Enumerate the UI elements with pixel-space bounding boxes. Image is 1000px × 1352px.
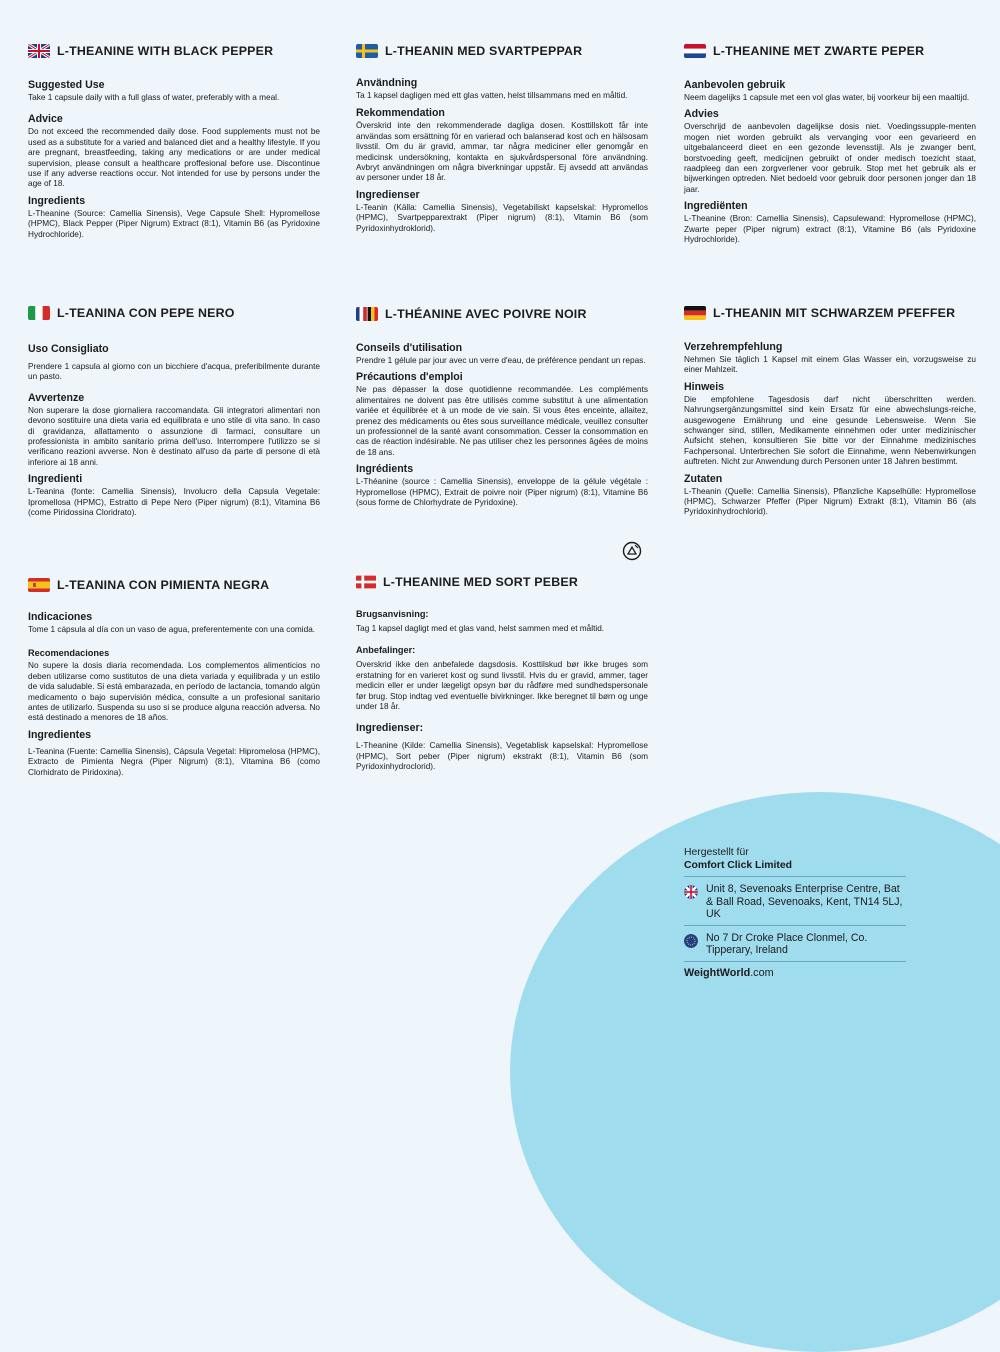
denmark-flag-icon [356, 575, 376, 589]
made-for-label: Hergestellt für [684, 847, 749, 858]
section-german [684, 304, 976, 518]
ingredients-heading: Ingrediënten [684, 200, 748, 213]
section-title-text: L-TEANINA CON PEPE NERO [57, 306, 235, 320]
sweden-flag-icon [356, 44, 378, 58]
directions-heading: Brugsanvisning: [356, 609, 429, 619]
usage-text: Prendere 1 capsula al giorno con un bicchiere d'acqua, preferibilmente durante un pasto. [28, 362, 320, 382]
section-title-text: L-THEANINE MET ZWARTE PEPER [713, 44, 925, 58]
advice-text: Overschrijd de aanbevolen dagelijkse dosis niet. Voedingssupple-menten mogen niet worden gebruikt als vervanging voor een gevarieerd en uitgebalanceerd dieet en een gezonde levensstijl. Als je zwanger bent, borstvoeding geeft, medicijnen gebruikt of onder medisch toezicht staat, raadpleeg dan een zorgverlener voor gebruik. Stop met het gebruik als er bijwerkingen optreden. Niet bedoeld voor gebruik door personen jonger dan 18 jaar. [684, 122, 976, 194]
section-title [356, 42, 648, 60]
notice-heading: Hinweis [684, 380, 725, 393]
recommendations-text: No supere la dosis diaria recomendada. Los complementos alimenticios no deben utilizarse como sustitutos de una dieta variada y equilibrada y un estilo de vida saludable. Si está embarazada, en período de lactancia, tomando algún medicamento o bajo supervisión médica, consulte a un profesional sanitario antes de utilizarlo. Suspenda su uso si se produce alguna reacción adversa. No está destinado a menores de 18 años. [28, 661, 320, 723]
ingredients-heading: Ingredienser [356, 188, 420, 201]
section-italian [28, 304, 320, 518]
uk-flag-icon [684, 885, 698, 899]
company-name: Comfort Click Limited [684, 860, 792, 871]
ingredients-text: L-Teanina (Fuente: Camellia Sinensis), Cápsula Vegetal: Hipromelosa (HPMC), Extracto de Pimienta Negra (Piper Nigrum) (8:1), Vitamina B6 (como Clorhidrato de Piridoxina). [28, 746, 320, 777]
recommendation-text: Överskrid inte den rekommenderade dagliga dosen. Kosttillskott får inte användas som ersättning för en varierad och balanserad kost och en hälsosam livsstil. Om du är gravid, ammar, tar några mediciner eller genomgår en medicinsk undersökning, kontakta en sjukvårdspersonal före användning. Avbryt användningen om några biverkningar uppstår. Ej avsedd att användas av personer under 18 år. [356, 121, 648, 183]
usage-text: Prendre 1 gélule par jour avec un verre d'eau, de préférence pendant un repas. [356, 356, 646, 365]
ingredients-text: L-Theanin (Quelle: Camellia Sinensis), Pflanzliche Kapselhülle: Hypromellose (HPMC), Schwarzer Pfeffer (Piper Nigrum) Extrakt (8:1), Vitamin B6 (als Pyridoxinhydrochlorid). [684, 486, 976, 517]
usage-heading: Användning [356, 77, 418, 89]
suggested-use-text: Take 1 capsule daily with a full glass of water, preferably with a meal. [28, 93, 280, 102]
section-danish [356, 573, 648, 773]
section-title-text: L-THEANIN MED SVARTPEPPAR [385, 44, 583, 58]
manufacturer-info [684, 846, 906, 979]
ingredients-text: L-Teanin (Källa: Camellia Sinensis), Vegetabiliskt kapselskal: Hypromellos (HPMC), Svartpepparextrakt (Piper nigrum) (8:1), Vitamin B6 (som Pyridoxinhydroklorid). [356, 202, 648, 233]
section-title [28, 42, 320, 60]
france-belgium-flag-icon [356, 307, 378, 321]
advice-text: Do not exceed the recommended daily dose. Food supplements must not be used as a substitute for a varied and balanced diet and a healthy lifestyle. If you are pregnant, breastfeeding, taking any medications or are under medical supervision, please consult a healthcare proffesional before use. Discontinue use if any adverse reactions occur. Not intended for use by persons under the age of 18. [28, 127, 320, 189]
uk-flag-icon [28, 44, 50, 58]
ingredients-heading: Ingredientes [28, 728, 91, 741]
eu-address: No 7 Dr Croke Place Clonmel, Co. Tipperary, Ireland [706, 931, 868, 957]
section-english [28, 42, 320, 240]
recommended-use-text: Neem dagelijks 1 capsule met een vol glas water, bij voorkeur bij een maaltijd. [684, 93, 970, 102]
section-title [356, 305, 648, 323]
recycling-icon [622, 541, 642, 561]
spain-flag-icon [28, 578, 50, 592]
netherlands-flag-icon [684, 44, 706, 58]
ingredients-text: L-Theanine (Bron: Camellia Sinensis), Capsulewand: Hypromellose (HPMC), Zwarte peper (Piper nigrum) extract (8:1), Vitamine B6 (als Pyridoxine Hydrochloride). [684, 214, 976, 245]
advice-heading: Advies [684, 108, 719, 121]
recommendation-heading: Verzehrempfehlung [684, 341, 783, 353]
suggested-use-heading: Suggested Use [28, 79, 105, 91]
precautions-heading: Précautions d'emploi [356, 371, 463, 384]
section-title [684, 304, 976, 322]
recommendation-heading: Rekommendation [356, 107, 445, 120]
section-title-text: L-THÉANINE AVEC POIVRE NOIR [385, 307, 587, 321]
brand-name: WeightWorld [684, 966, 751, 979]
section-title-text: L-THEANINE MED SORT PEBER [383, 575, 578, 589]
recommendations-heading: Recomendaciones [28, 648, 110, 659]
ingredients-heading: Zutaten [684, 472, 723, 485]
uk-address: Unit 8, Sevenoaks Enterprise Centre, Bat & Ball Road, Sevenoaks, Kent, TN14 5LJ, UK [706, 883, 903, 921]
section-title-text: L-THEANIN MIT SCHWARZEM PFEFFER [713, 306, 956, 320]
warnings-text: Non superare la dose giornaliera raccomandata. Gli integratori alimentari non devono sostituire una dieta varia ed equilibrata e uno stile di vita sano. In caso di gravidanza, allattamento o assunzione di farmaci, consultare un professionista in ambito sanitario prima dell'uso. Interrompere l'utilizzo se si verificano reazioni avverse. Non è destinato all'uso da parte di persone di età inferiore ai 18 anni. [28, 405, 320, 467]
brand-domain: .com [750, 966, 774, 979]
ingredients-text: L-Teanina (fonte: Camellia Sinensis), Involucro della Capsula Vegetale: Ipromellosa (HPMC), Estratto di Pepe Nero (Piper nigrum) (8:1), Vitamina B6 (come Piridossina Cloridrato). [28, 487, 320, 518]
usage-text: Ta 1 kapsel dagligen med ett glas vatten, helst tillsammans med en måltid. [356, 91, 628, 100]
recommendation-text: Nehmen Sie täglich 1 Kapsel mit einem Glas Wasser ein, vorzugsweise zu einer Mahlzeit. [684, 355, 976, 375]
section-spanish [28, 576, 320, 778]
ingredients-heading: Ingredienser: [356, 722, 424, 735]
eu-address-row [684, 926, 906, 962]
brand-website [684, 967, 906, 979]
uk-address-row [684, 876, 906, 926]
directions-text: Tag 1 kapsel dagligt med et glas vand, helst sammen med et måltid. [356, 624, 605, 633]
precautions-text: Ne pas dépasser la dose quotidienne recommandée. Les compléments alimentaires ne doivent pas être utilisés comme substitut à une alimentation variée et équilibrée et à un mode de vie sain. Si vous êtes enceinte, allaitez, prenez des médicaments ou êtes sous surveillance médicale, veuillez consulter un professionnel de la santé avant consommation. Cesser la consommation en cas de réaction indésirable. Ne pas utiliser chez les personnes âgées de moins de 18 ans. [356, 385, 648, 457]
advice-heading: Advice [28, 113, 63, 126]
ingredients-heading: Ingrédients [356, 463, 414, 476]
section-title-text: L-TEANINA CON PIMIENTA NEGRA [57, 578, 270, 592]
recommended-use-heading: Aanbevolen gebruik [684, 79, 786, 91]
recommendations-text: Overskrid ikke den anbefalede dagsdosis. Kosttilskud bør ikke bruges som erstatning for en varieret kost og sund livsstil. Hvis du er gravid, ammer, tager medicin eller er under lægeligt opsyn bør du rådføre med sundhedspersonale før brug. Stop indtag ved eventuelle bivirkninger. Ikke beregnet til børn og unge under 18 år. [356, 660, 648, 712]
section-title-text: L-THEANINE WITH BLACK PEPPER [57, 44, 274, 58]
recommendations-heading: Anbefalinger: [356, 645, 416, 656]
section-dutch [684, 42, 976, 245]
germany-flag-icon [684, 306, 706, 320]
eu-flag-icon [684, 934, 698, 948]
section-title [28, 576, 320, 594]
ingredients-heading: Ingredienti [28, 473, 83, 486]
usage-heading: Conseils d'utilisation [356, 342, 463, 354]
usage-heading: Uso Consigliato [28, 343, 109, 355]
section-title [356, 573, 648, 591]
indications-heading: Indicaciones [28, 611, 93, 623]
section-title [28, 304, 320, 322]
notice-text: Die empfohlene Tagesdosis darf nicht überschritten werden. Nahrungsergänzungsmittel sind kein Ersatz für eine abwechslungs-reiche, ausgewogene Ernährung und eine gesunde Lebensweise. Wenn Sie schwanger sind, stillen, Medikamente einnehmen oder unter medizinischer Aufsicht stehen, konsultieren Sie bitte vor der Einnahme medizinisches Fachpersonal. Unterbrechen Sie sofort die Einnahme, wenn Nebenwirkungen auftreten. Nicht zur Anwendung durch Personen unter 18 Jahren bestimmt. [684, 394, 976, 467]
ingredients-text: L-Théanine (source : Camellia Sinensis), enveloppe de la gélule végétale : Hypromellose (HPMC), Extrait de poivre noir (Piper nigrum) (8:1), Vitamine B6 (sous forme de Chlorhydrate de Pyridoxine). [356, 477, 648, 508]
warnings-heading: Avvertenze [28, 391, 85, 404]
ingredients-text: L-Theanine (Source: Camellia Sinensis), Vege Capsule Shell: Hypromellose (HPMC), Black Pepper (Piper Nigrum) Extract (8:1), Vitamin B6 (as Pyridoxine Hydrochloride). [28, 208, 320, 239]
ingredients-text: L-Theanine (Kilde: Camellia Sinensis), Vegetablisk kapselskal: Hypromellose (HPMC), Sort peber (Piper nigrum) ekstrakt (8:1), Vitamin B6 (som Pyridoxinhydroclorid). [356, 741, 648, 772]
italy-flag-icon [28, 306, 50, 320]
ingredients-heading: Ingredients [28, 194, 86, 207]
section-title [684, 42, 976, 60]
indications-text: Tome 1 cápsula al día con un vaso de agua, preferentemente con una comida. [28, 625, 316, 634]
section-french [356, 305, 648, 508]
section-swedish [356, 42, 648, 234]
